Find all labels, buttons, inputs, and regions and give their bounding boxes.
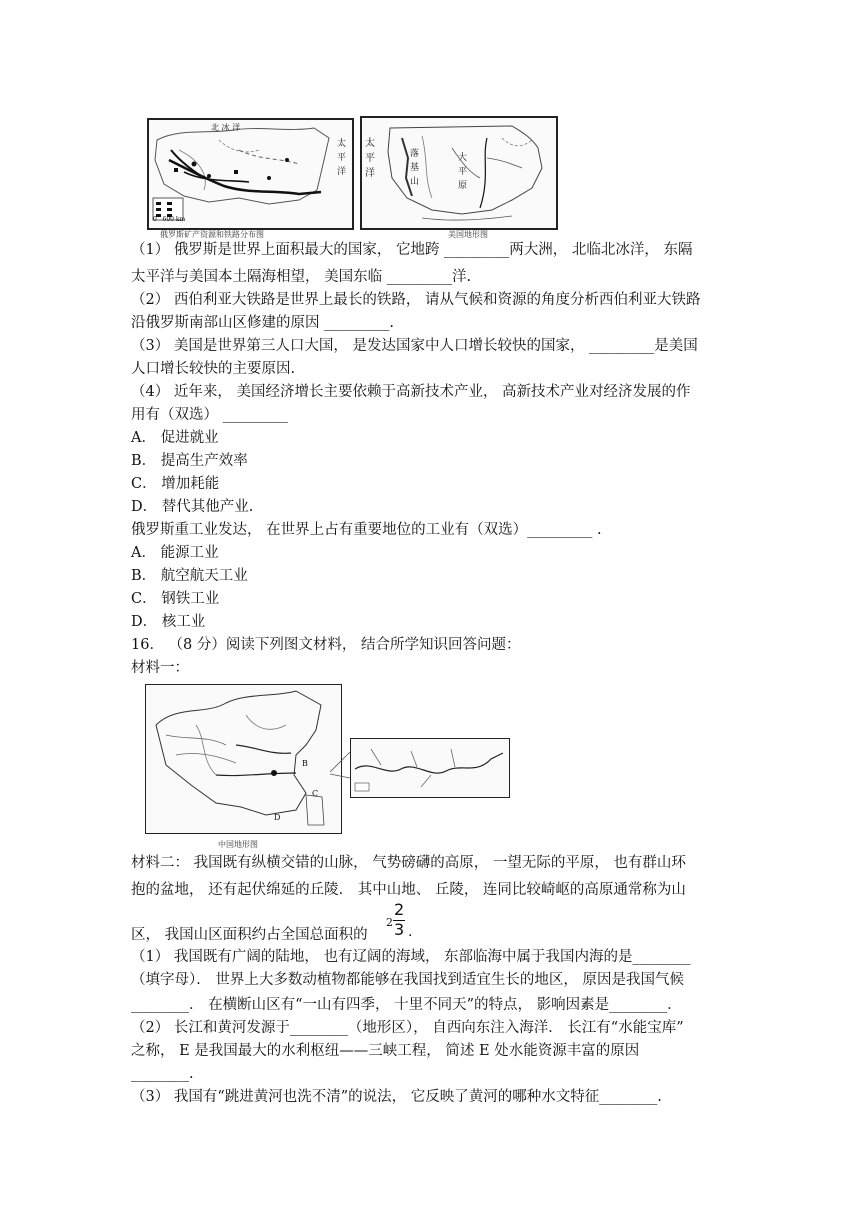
q3-line-1: （3） 美国是世界第三人口大国， 是发达国家中人口增长较快的国家， _________是美国 [131,338,698,354]
q16-title: 16． （8 分）阅读下列图文材料， 结合所学知识回答问题： [131,637,521,653]
q2-line-2: 沿俄罗斯南部山区修建的原因 _________. [131,315,394,331]
usa-rockies-label-1: 落 [410,149,420,159]
material2-line-3: 区， 我国山区面积约占全国总面积的 [131,927,368,943]
russia-pacific-label-3: 洋 [337,167,347,177]
p1-line-2: （填字母）． 世界上大多数动植物都能够在我国找到适宜生长的地区， 原因是我国气候 [131,972,684,988]
q4-line-2: 用有（双选） _________ [131,407,288,423]
china-label-c: C [312,789,319,798]
usa-plain-label-2: 平 [458,167,468,177]
usa-map-caption: 美国地形图 [448,230,488,239]
q5-option-a: A． 能源工业 [131,545,219,561]
china-map [145,684,342,834]
russia-scale-label: 0 600 km [153,216,186,223]
usa-plain-label-1: 大 [458,153,468,163]
yangtze-inset-map [350,738,510,798]
p2-line-1: （2） 长江和黄河发源于________（地形区）， 自西向东注入海洋． 长江有“水能宝库” [131,1020,684,1036]
fraction-numerator: 2 [394,900,405,919]
usa-pacific-label-1: 太 [365,138,375,149]
p3-line: （3） 我国有“跳进黄河也洗不清”的说法， 它反映了黄河的哪种水文特征________. [131,1089,662,1105]
china-label-d: D [274,813,281,822]
q5-option-c: C． 钢铁工业 [131,591,220,607]
russia-ocean-label: 北 冰 洋 [211,123,241,132]
q5-option-b: B． 航空航天工业 [131,568,248,584]
q4-option-a: A． 促进就业 [131,430,219,446]
q5-option-d: D． 核工业 [131,614,206,630]
q1-line-2: 太平洋与美国本土隔海相望， 美国东临 _________洋. [131,269,472,285]
q4-option-b: B． 提高生产效率 [131,453,248,469]
q3-line-2: 人口增长较快的主要原因. [131,361,296,377]
p2-line-2: 之称， E 是我国最大的水利枢纽——三峡工程， 简述 E 处水能资源丰富的原因 [131,1043,640,1059]
china-label-b: B [302,759,308,768]
fraction-denominator: 3 [394,920,405,939]
fraction-tail: . [408,924,413,940]
p1-line-3: ________． 在横断山区有“一山有四季， 十里不同天”的特点， 影响因素是________． [131,997,682,1013]
usa-pacific-label-3: 洋 [365,168,375,179]
area-fraction [386,900,426,944]
usa-rockies-label-3: 山 [410,177,420,187]
russia-map [147,118,354,230]
q4-option-d: D． 替代其他产业. [131,499,254,515]
q4-option-c: C． 增加耗能 [131,476,220,492]
p1-line-1: （1） 我国既有广阔的陆地， 也有辽阔的海域， 东部临海中属于我国内海的是________ [131,949,691,965]
q5-line: 俄罗斯重工业发达， 在世界上占有重要地位的工业有（双选）_________ . [131,522,602,538]
p2-line-3: ________. [131,1066,194,1082]
usa-map [360,116,558,230]
russia-pacific-label-1: 太 [337,139,347,149]
q4-line-1: （4） 近年来， 美国经济增长主要依赖于高新技术产业， 高新技术产业对经济发展的作 [131,384,691,400]
usa-plain-label-3: 原 [458,181,468,191]
q2-line-1: （2） 西伯利亚大铁路是世界上最长的铁路， 请从气候和资源的角度分析西伯利亚大铁路 [131,292,701,308]
material1-label: 材料一： [131,660,189,676]
usa-pacific-label-2: 平 [365,153,375,164]
russia-map-caption: 俄罗斯矿产资源和铁路分布图 [160,230,264,239]
material2-line-2: 抱的盆地， 还有起伏绵延的丘陵． 其中山地、 丘陵， 连同比较崎岖的高原通常称为山 [131,882,686,898]
fraction-whole: 2 [386,916,393,929]
usa-rockies-label-2: 基 [410,163,420,173]
q1-line-1: （1） 俄罗斯是世界上面积最大的国家， 它地跨 _________两大洲， 北临北冰洋， 东隔 [131,242,693,258]
china-map-caption: 中国地形图 [218,840,258,849]
russia-pacific-label-2: 平 [337,153,347,163]
material2-line-1: 材料二： 我国既有纵横交错的山脉， 气势磅礴的高原， 一望无际的平原， 也有群山环 [131,855,686,871]
